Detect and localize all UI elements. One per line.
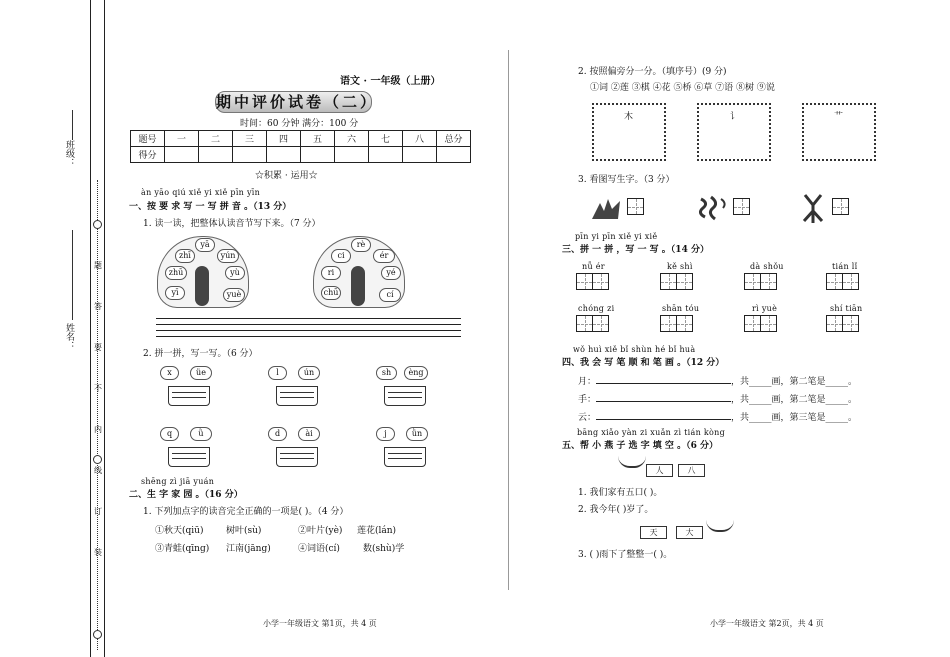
s5-q1: 1. 我们家有五口( )。 [578,488,663,498]
grid-line [156,324,461,325]
score-cell[interactable] [335,147,369,163]
syllable-bubble: zhū [165,266,187,280]
s4-heading: 四、我 会 写 笔 顺 和 笔 画 。（12 分） [562,358,725,368]
option-3b: 江南(jāng) [226,544,271,554]
word-pinyin: chóng zi [578,304,615,313]
score-cell[interactable] [165,147,199,163]
seal-circle-2 [93,455,102,464]
swallow-2 [640,518,735,540]
syllable-bubble: yī [165,286,185,300]
answer-lines [168,386,210,406]
s3-pinyin: pīn yi pīn xiě yi xiě [575,232,658,241]
page-footer-left: 小学一年级语文 第1页，共 4 页 [263,619,377,628]
water-pictograph-icon [697,195,729,221]
fire-pictograph-icon [590,195,622,221]
s1-q2: 2. 拼一拼，写一写。（6 分） [143,349,258,359]
initial-bubble: q [160,427,179,441]
r-q2-items: ①词 ②莲 ③棋 ④花 ⑤桥 ⑥草 ⑦语 ⑧树 ⑨说 [590,83,775,93]
s2-pinyin: shēng zì jiā yuán [141,477,215,486]
choice-char[interactable]: 八 [678,464,705,477]
option-2b: 莲花(lán) [357,526,397,536]
score-label: 得分 [131,147,165,163]
score-header: 六 [335,131,369,147]
score-header: 二 [199,131,233,147]
syllable-bubble: yā [195,238,215,252]
word-pinyin: dà shǒu [750,262,784,271]
option-4a[interactable]: ④词语(cí) [298,544,340,554]
s5-q2: 2. 我今年( )岁了。 [578,505,654,515]
final-bubble: üe [190,366,212,380]
score-cell[interactable] [301,147,335,163]
word-pinyin: kě shì [667,262,693,271]
initial-bubble: sh [376,366,397,380]
seal-char: 题 [94,261,102,270]
answer-grid[interactable] [832,198,849,215]
score-header: 四 [267,131,301,147]
peacock-body-2 [351,266,365,306]
s2-q1: 1. 下列加点字的读音完全正确的一项是( )。（4 分） [143,507,349,517]
syllable-bubble: ci [331,249,351,263]
syllable-bubble: zhī [175,249,195,263]
initial-bubble: x [160,366,179,380]
option-1b: 树叶(sù) [226,526,262,536]
s1-q1: 1. 读一读，把整体认读音节写下来。（7 分） [143,219,321,229]
word-pinyin: nǚ ér [582,262,605,271]
radical-label: 讠 [730,112,740,122]
class-label: 班级： [64,140,74,167]
combine-item[interactable] [268,366,323,408]
initial-bubble: l [268,366,287,380]
word-answer-grid[interactable] [744,315,777,332]
seal-char: 订 [94,507,102,516]
combine-item[interactable] [160,366,215,408]
peacock-2 [313,236,403,311]
name-field-line [72,230,73,320]
stroke-order-blank[interactable] [596,383,731,384]
class-field-line [72,110,73,140]
s1-heading: 一、按 要 求 写 一 写 拼 音 。（13 分） [129,202,292,212]
seal-char: 答 [94,302,102,311]
score-table [130,130,471,163]
s5-pinyin: bāng xiǎo yàn zi xuǎn zì tián kòng [577,428,726,437]
grid-line [156,336,461,337]
subject-heading: 语文 · 一年级（上册） [340,76,441,87]
answer-lines [276,447,318,467]
final-bubble: ǜ [190,427,212,441]
word-pinyin: shí tiān [830,304,863,313]
syllable-bubble: ri [321,266,341,280]
s3-heading: 三、拼 一 拼 ，写 一 写 。（14 分） [562,245,709,255]
swallow-icon [618,456,646,468]
binding-line [90,0,91,657]
page-divider [508,50,509,590]
stroke-tail: ，共_____画，第二笔是_____。 [731,395,858,405]
stroke-tail: ，共_____画，第三笔是_____。 [731,413,858,423]
s5-q3: 3. ( )雨下了整整一( )。 [578,550,673,560]
syllable-bubble: rè [351,238,371,252]
s1-pinyin: àn yāo qiú xiě yi xiě pīn yīn [141,188,261,197]
swallow-icon [706,520,734,532]
word-pinyin: shān tóu [662,304,700,313]
stroke-tail: ，共_____画，第二笔是_____。 [731,377,858,387]
score-header: 七 [369,131,403,147]
stroke-line-1[interactable] [578,374,857,387]
answer-lines [384,447,426,467]
combine-item[interactable] [376,366,431,408]
stroke-line-3[interactable] [578,410,857,423]
score-header: 一 [165,131,199,147]
answer-lines [276,386,318,406]
word-answer-grid[interactable] [826,315,859,332]
answer-grid[interactable] [733,198,750,215]
word-pinyin: rì yuè [752,304,778,313]
seal-char: 线 [94,466,102,475]
final-bubble: ài [298,427,320,441]
initial-bubble: j [376,427,395,441]
final-bubble: ǜn [406,427,428,441]
option-3a[interactable]: ③青蛙(qīng) [155,544,210,554]
score-cell[interactable] [233,147,267,163]
seal-char: 装 [94,548,102,557]
exam-info: 时间：60 分钟 满分：100 分 [240,119,359,129]
score-header: 总分 [437,131,471,147]
exam-title: 期中评价试卷（二） [216,93,379,111]
s4-pinyin: wǒ huì xiě bǐ shùn hé bǐ huà [573,345,696,354]
choice-char[interactable]: 天 [640,526,667,539]
syllable-bubble: yún [217,249,239,263]
stroke-order-blank[interactable] [596,401,731,402]
syllable-bubble: yé [381,266,401,280]
r-q2-title: 2. 按照偏旁分一分。（填序号）(9 分) [578,67,727,77]
radical-box-speech[interactable] [697,103,771,161]
syllable-bubble: chū [321,286,341,300]
seal-char: 不 [94,384,102,393]
final-bubble: èng [404,366,428,380]
radical-box-wood[interactable] [592,103,666,161]
combine-item[interactable] [160,427,215,469]
stroke-order-blank[interactable] [596,419,731,420]
s5-heading: 五、帮 小 燕 子 选 字 填 空 。（6 分） [562,441,718,451]
tree-pictograph-icon [800,193,826,223]
answer-lines [384,386,426,406]
stroke-char: 手： [578,395,597,405]
choice-char[interactable]: 大 [676,526,703,539]
stroke-char: 月： [578,377,597,387]
pinyin-writing-grid[interactable] [156,318,461,336]
word-pinyin: tián lǐ [832,262,858,271]
stroke-line-2[interactable] [578,392,857,405]
word-answer-grid[interactable] [744,273,777,290]
syllable-bubble: yù [225,266,245,280]
stroke-char: 云： [578,413,597,423]
score-header: 题号 [131,131,165,147]
peacock-1 [157,236,247,311]
seal-char: 内 [94,425,102,434]
word-answer-grid[interactable] [660,315,693,332]
seal-char: 要 [94,343,102,352]
option-4b: 数(shù)学 [363,544,405,554]
option-1a[interactable]: ①秋天(qiū) [155,526,204,536]
seal-text-column [92,260,104,558]
grid-line [156,330,461,331]
score-cell[interactable] [199,147,233,163]
name-label: 姓名： [64,323,74,350]
combine-item[interactable] [376,427,431,469]
option-2a[interactable]: ②叶片(yè) [298,526,343,536]
radical-label: 木 [624,112,634,122]
choice-char[interactable]: 人 [646,464,673,477]
binding-line-inner [104,0,105,657]
final-bubble: ún [298,366,320,380]
radical-box-grass[interactable] [802,103,876,161]
score-cell[interactable] [369,147,403,163]
syllable-bubble: ér [373,249,395,263]
score-cell[interactable] [437,147,471,163]
score-header: 八 [403,131,437,147]
score-cell[interactable] [403,147,437,163]
page-footer-right: 小学一年级语文 第2页，共 4 页 [710,619,824,628]
combine-item[interactable] [268,427,323,469]
s2-heading: 二、生 字 家 园 。（16 分） [129,490,243,500]
score-cell[interactable] [267,147,301,163]
syllable-bubble: cí [379,288,401,302]
answer-lines [168,447,210,467]
word-answer-grid[interactable] [576,273,609,290]
seal-circle-3 [93,630,102,639]
word-answer-grid[interactable] [660,273,693,290]
answer-grid[interactable] [627,198,644,215]
score-header: 五 [301,131,335,147]
section-banner: ☆积累 · 运用☆ [255,171,318,181]
peacock-body-1 [195,266,209,306]
syllable-bubble: yuè [223,288,245,302]
radical-label: 艹 [834,112,844,122]
swallow-1 [618,456,708,476]
word-answer-grid[interactable] [576,315,609,332]
word-answer-grid[interactable] [826,273,859,290]
initial-bubble: d [268,427,287,441]
grid-line [156,318,461,319]
r-q3-title: 3. 看图写生字。（3 分） [578,175,675,185]
score-header: 三 [233,131,267,147]
seal-circle-1 [93,220,102,229]
